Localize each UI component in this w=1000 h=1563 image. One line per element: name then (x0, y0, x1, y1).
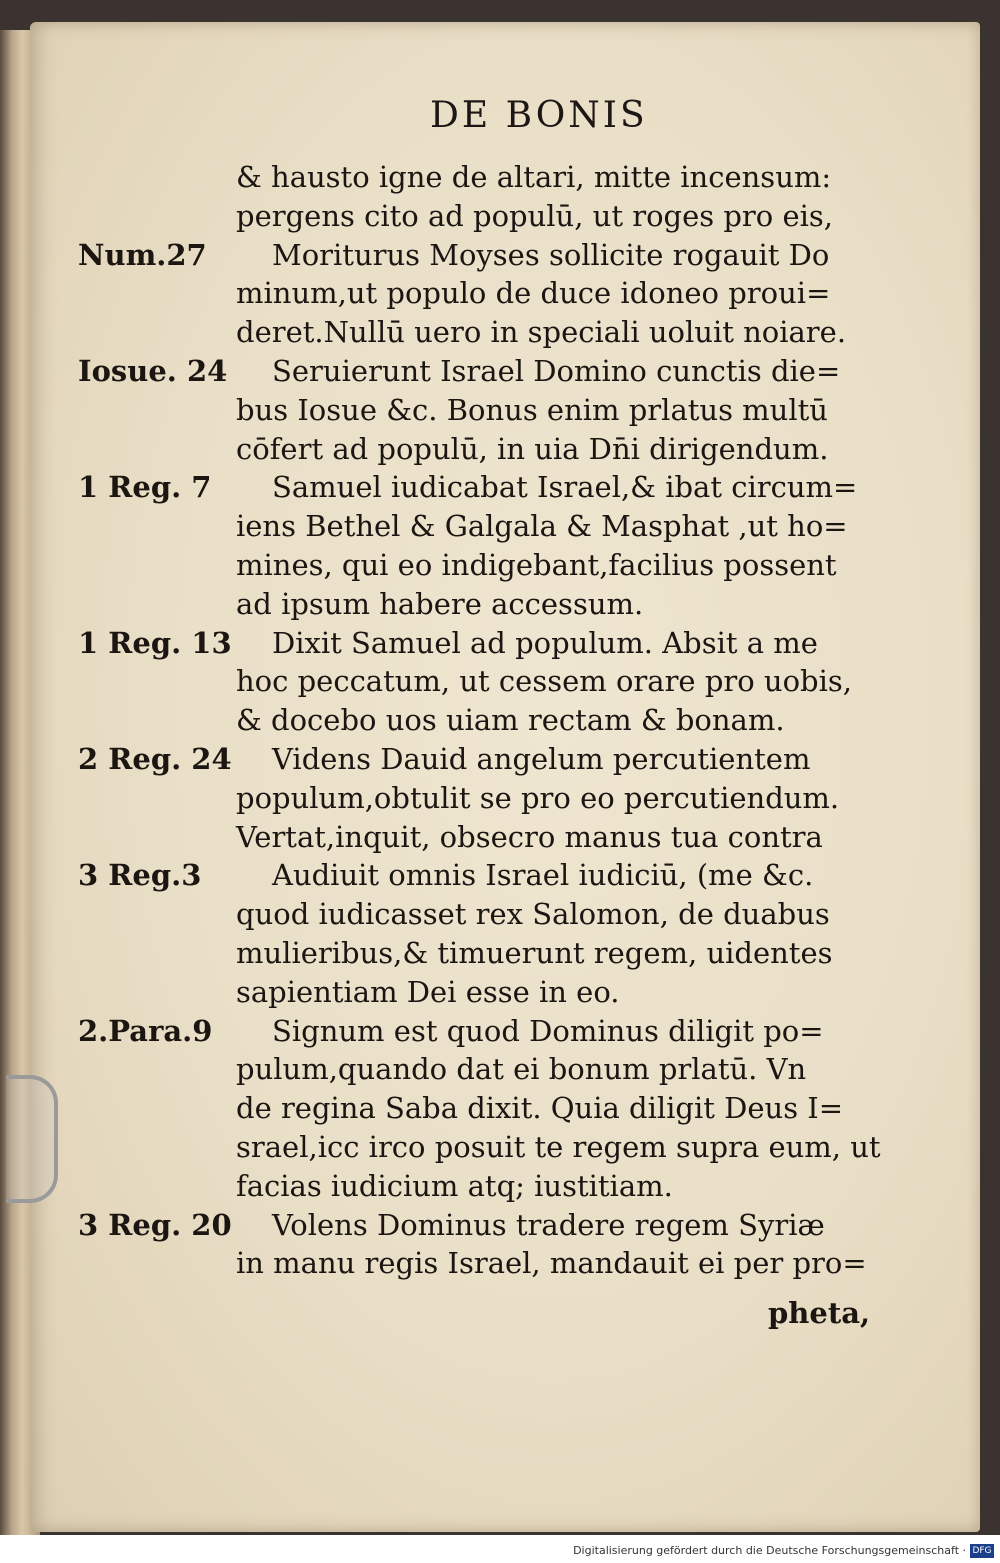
text-line: quod iudicasset rex Salomon, de duabus (236, 897, 830, 932)
text-line: facias iudicium atq; iustitiam. (236, 1168, 673, 1203)
footer-credit: Digitalisierung gefördert durch die Deutsche Forschungsgemeinschaft · (573, 1544, 966, 1557)
text-line: ad ipsum habere accessum. (236, 586, 644, 621)
footer-bar (0, 1535, 1000, 1563)
text-line: de regina Saba dixit. Quia diligit Deus I= (236, 1091, 844, 1126)
marginal-reference: Iosue. 24 (78, 354, 228, 388)
text-line: Vertat,inquit, obsecro manus tua contra (236, 819, 823, 854)
marginal-reference: Num.27 (78, 237, 207, 272)
text-line: hoc peccatum, ut cessem orare pro uobis, (236, 664, 852, 699)
text-line: Signum est quod Dominus diligit po= (272, 1013, 824, 1048)
marginal-reference: 2 Reg. 24 (78, 742, 232, 776)
marginal-reference: 1 Reg. 7 (78, 470, 212, 505)
text-line: deret.Nullū uero in speciali uoluit noiare. (236, 315, 847, 350)
text-line: Dixit Samuel ad populum. Absit a me (272, 625, 818, 660)
text-line: Volens Dominus tradere regem Syriæ (272, 1207, 825, 1242)
text-line: pergens cito ad populū, ut roges pro eis, (236, 198, 834, 233)
text-line: pulum,quando dat ei bonum prlatū. Vn (236, 1052, 807, 1087)
text-line: Seruierunt Israel Domino cunctis die= (272, 354, 841, 388)
text-line: sapientiam Dei esse in eo. (236, 974, 620, 1009)
text-line: Audiuit omnis Israel iudiciū, (me &c. (272, 858, 814, 893)
marginal-reference: 3 Reg.3 (78, 858, 202, 893)
marginal-reference: 1 Reg. 13 (78, 625, 232, 660)
text-line: populum,obtulit se pro eo percutiendum. (236, 780, 840, 815)
catchword: pheta, (768, 1296, 871, 1330)
marginal-reference: 3 Reg. 20 (78, 1207, 232, 1242)
dfg-logo: DFG (970, 1544, 994, 1558)
text-line: bus Iosue &c. Bonus enim prlatus multū (236, 392, 828, 427)
page-clip (6, 1075, 58, 1203)
text-line: Samuel iudicabat Israel,& ibat circum= (272, 470, 858, 505)
text-line: & hausto igne de altari, mitte incensum: (236, 160, 832, 194)
running-header: DE BONIS (430, 95, 648, 136)
text-line: mulieribus,& timuerunt regem, uidentes (236, 936, 833, 970)
text-line: Videns Dauid angelum percutientem (272, 742, 811, 776)
text-line: & docebo uos uiam rectam & bonam. (236, 703, 785, 738)
text-line: iens Bethel & Galgala & Masphat ,ut ho= (236, 509, 848, 544)
text-line: mines, qui eo indigebant,facilius possent (236, 548, 837, 582)
text-line: minum,ut populo de duce idoneo proui= (236, 276, 831, 311)
marginal-reference: 2.Para.9 (78, 1013, 213, 1048)
text-line: in manu regis Israel, mandauit ei per pro= (236, 1246, 867, 1281)
text-line: srael,icc irco posuit te regem supra eum, ut (236, 1130, 881, 1164)
text-line: cōfert ad populū, in uia Dn̄i dirigendum. (236, 431, 829, 466)
text-line: Moriturus Moyses sollicite rogauit Do (272, 237, 830, 272)
